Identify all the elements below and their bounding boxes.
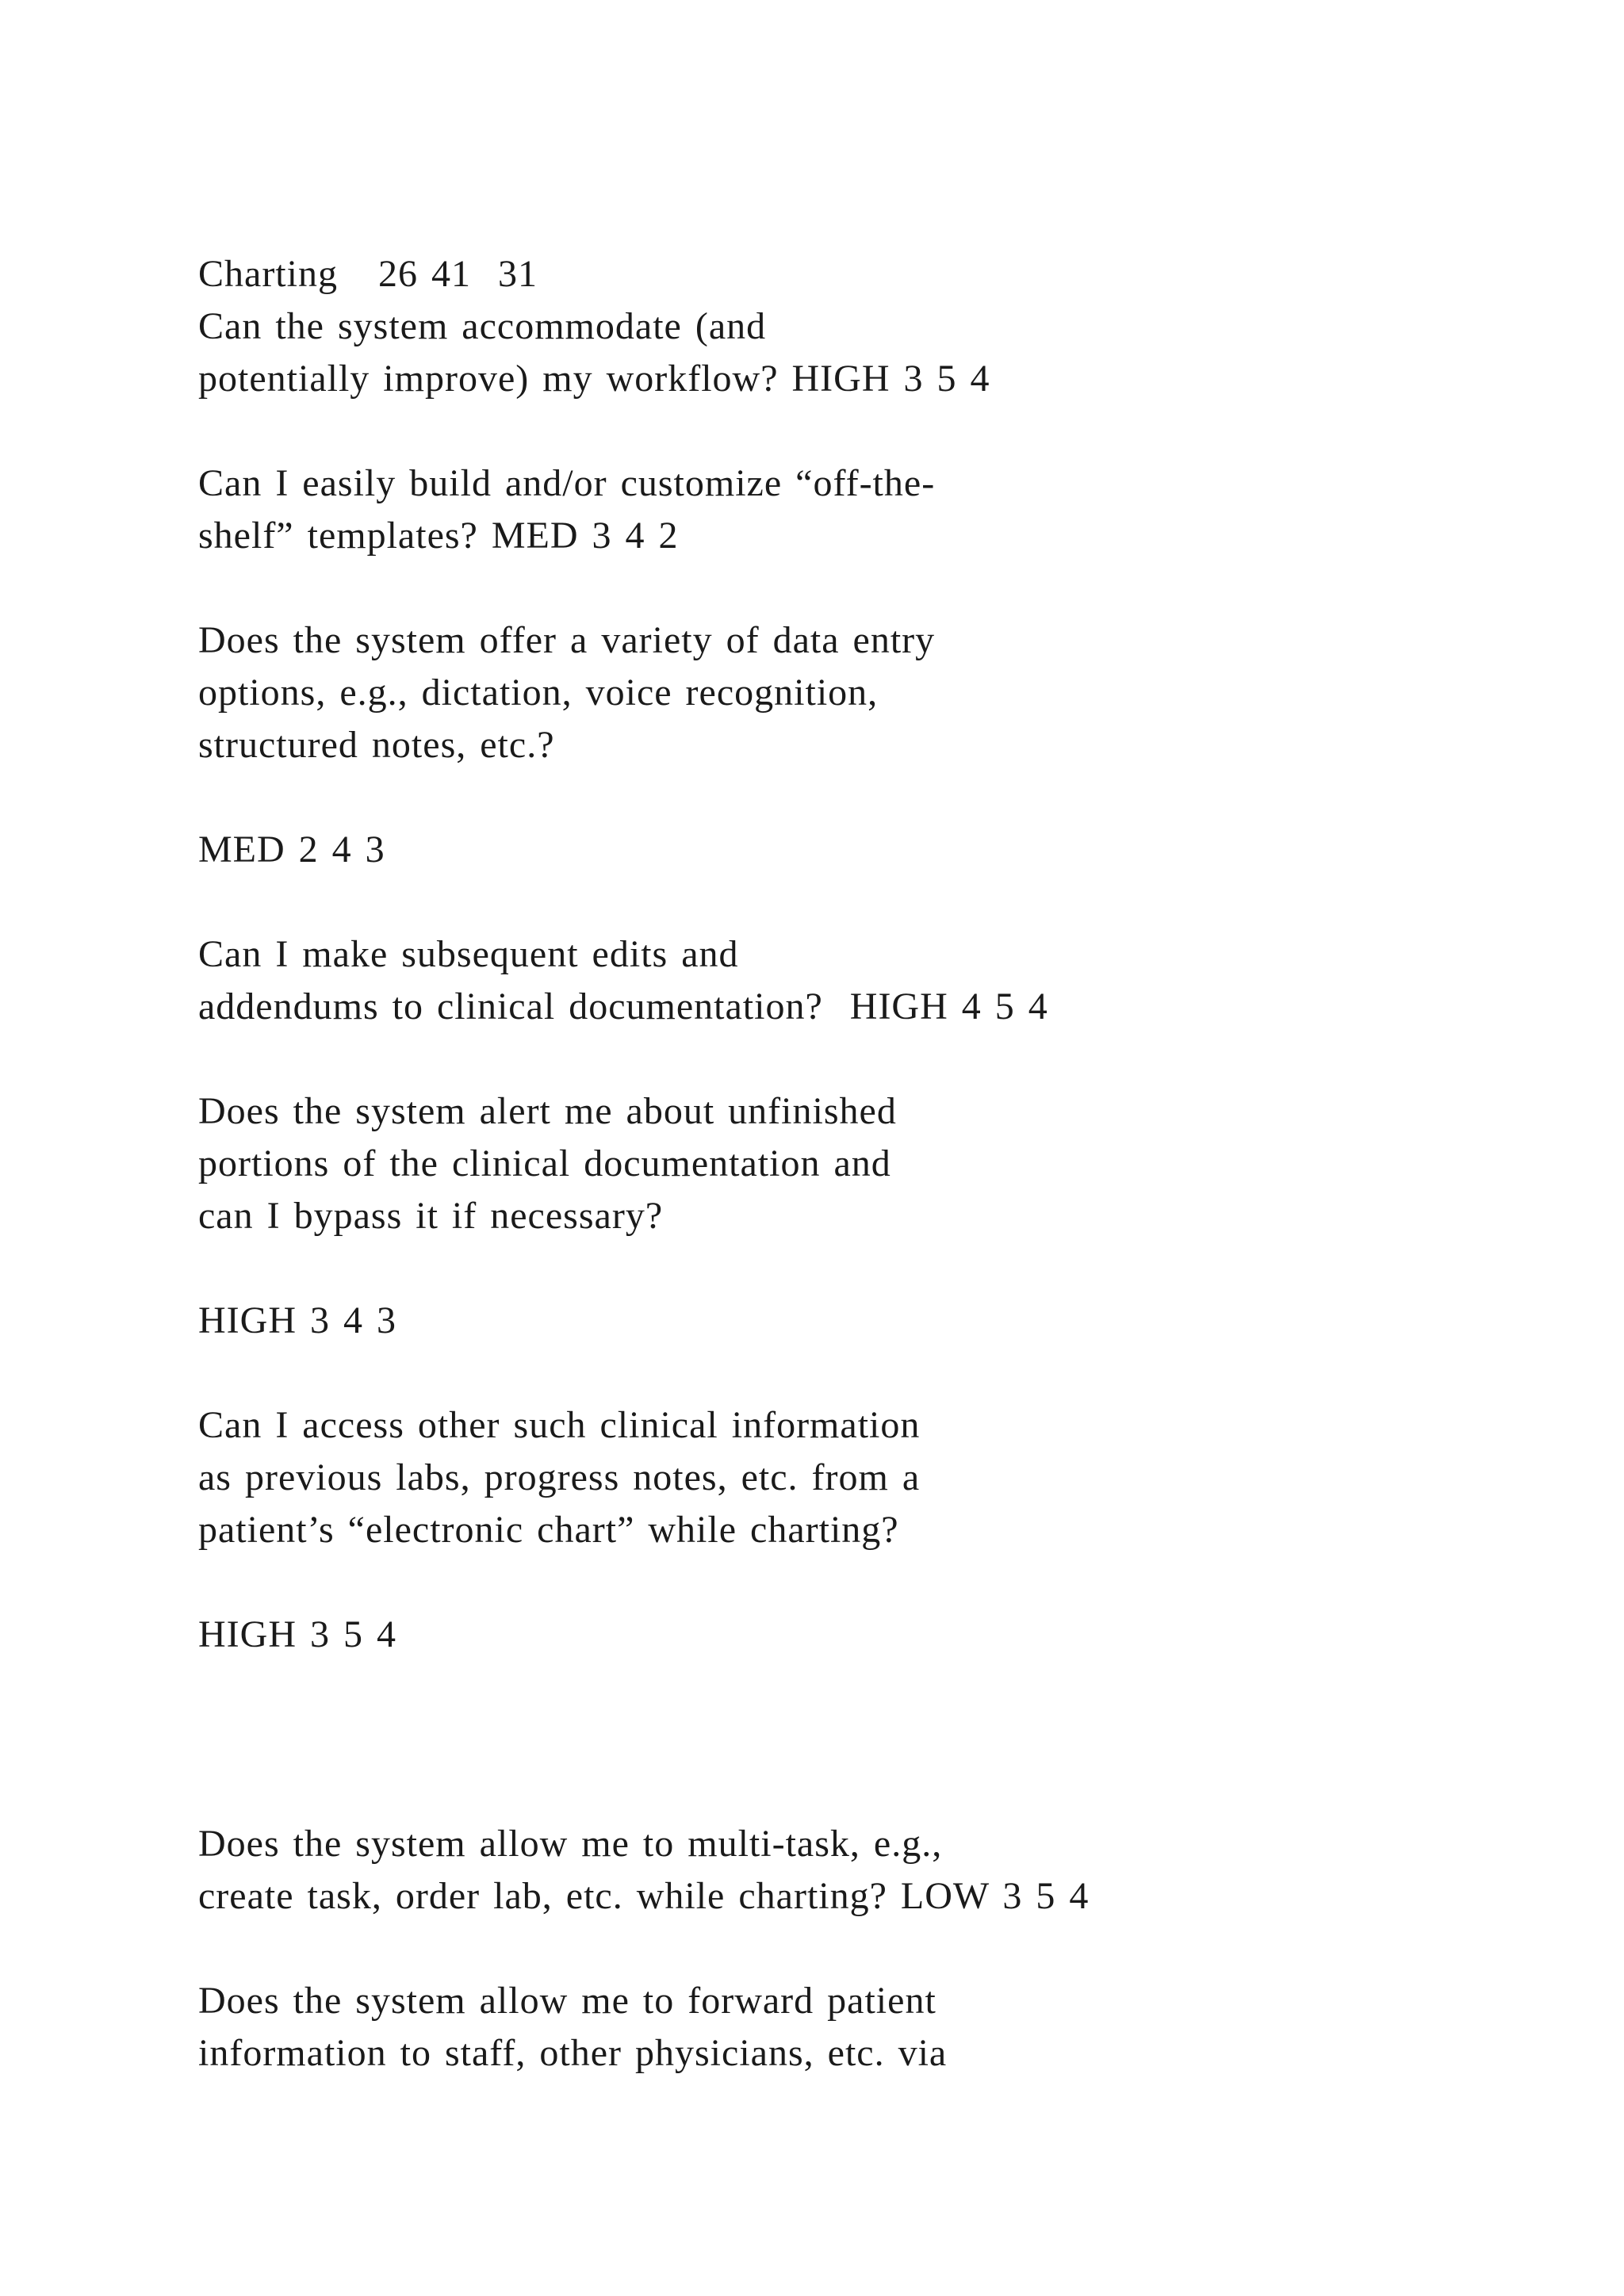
text-line: Does the system alert me about unfinished: [198, 1090, 897, 1132]
text-line: can I bypass it if necessary?: [198, 1195, 664, 1237]
text-line: information to staff, other physicians, etc. via: [198, 2032, 948, 2074]
rating-line: HIGH 3 5 4: [198, 1613, 396, 1655]
rating-line: MED 2 4 3: [198, 828, 385, 871]
text-line: Can I make subsequent edits and: [198, 933, 739, 975]
text-line: structured notes, etc.?: [198, 724, 555, 766]
text-line: Can the system accommodate (and: [198, 305, 767, 347]
text-line: patient’s “electronic chart” while charting?: [198, 1509, 899, 1551]
text-line: Does the system offer a variety of data entry: [198, 619, 936, 661]
text-line: create task, order lab, etc. while charting? LOW 3 5 4: [198, 1875, 1090, 1917]
section-heading-charting: Charting 26 41 31: [198, 253, 538, 295]
text-line: portions of the clinical documentation and: [198, 1142, 891, 1184]
text-line: addendums to clinical documentation? HIGH 4 5 4: [198, 985, 1048, 1027]
text-line: Does the system allow me to forward patient: [198, 1980, 936, 2022]
text-line: options, e.g., dictation, voice recognition,: [198, 672, 879, 714]
text-line: Can I access other such clinical information: [198, 1404, 921, 1446]
text-line: shelf” templates? MED 3 4 2: [198, 515, 679, 557]
text-line: Can I easily build and/or customize “off-the-: [198, 462, 936, 504]
text-line: as previous labs, progress notes, etc. from a: [198, 1456, 921, 1498]
text-line: potentially improve) my workflow? HIGH 3 5 4: [198, 358, 990, 400]
text-line: Does the system allow me to multi-task, e.g.,: [198, 1823, 943, 1865]
rating-line: HIGH 3 4 3: [198, 1299, 396, 1341]
